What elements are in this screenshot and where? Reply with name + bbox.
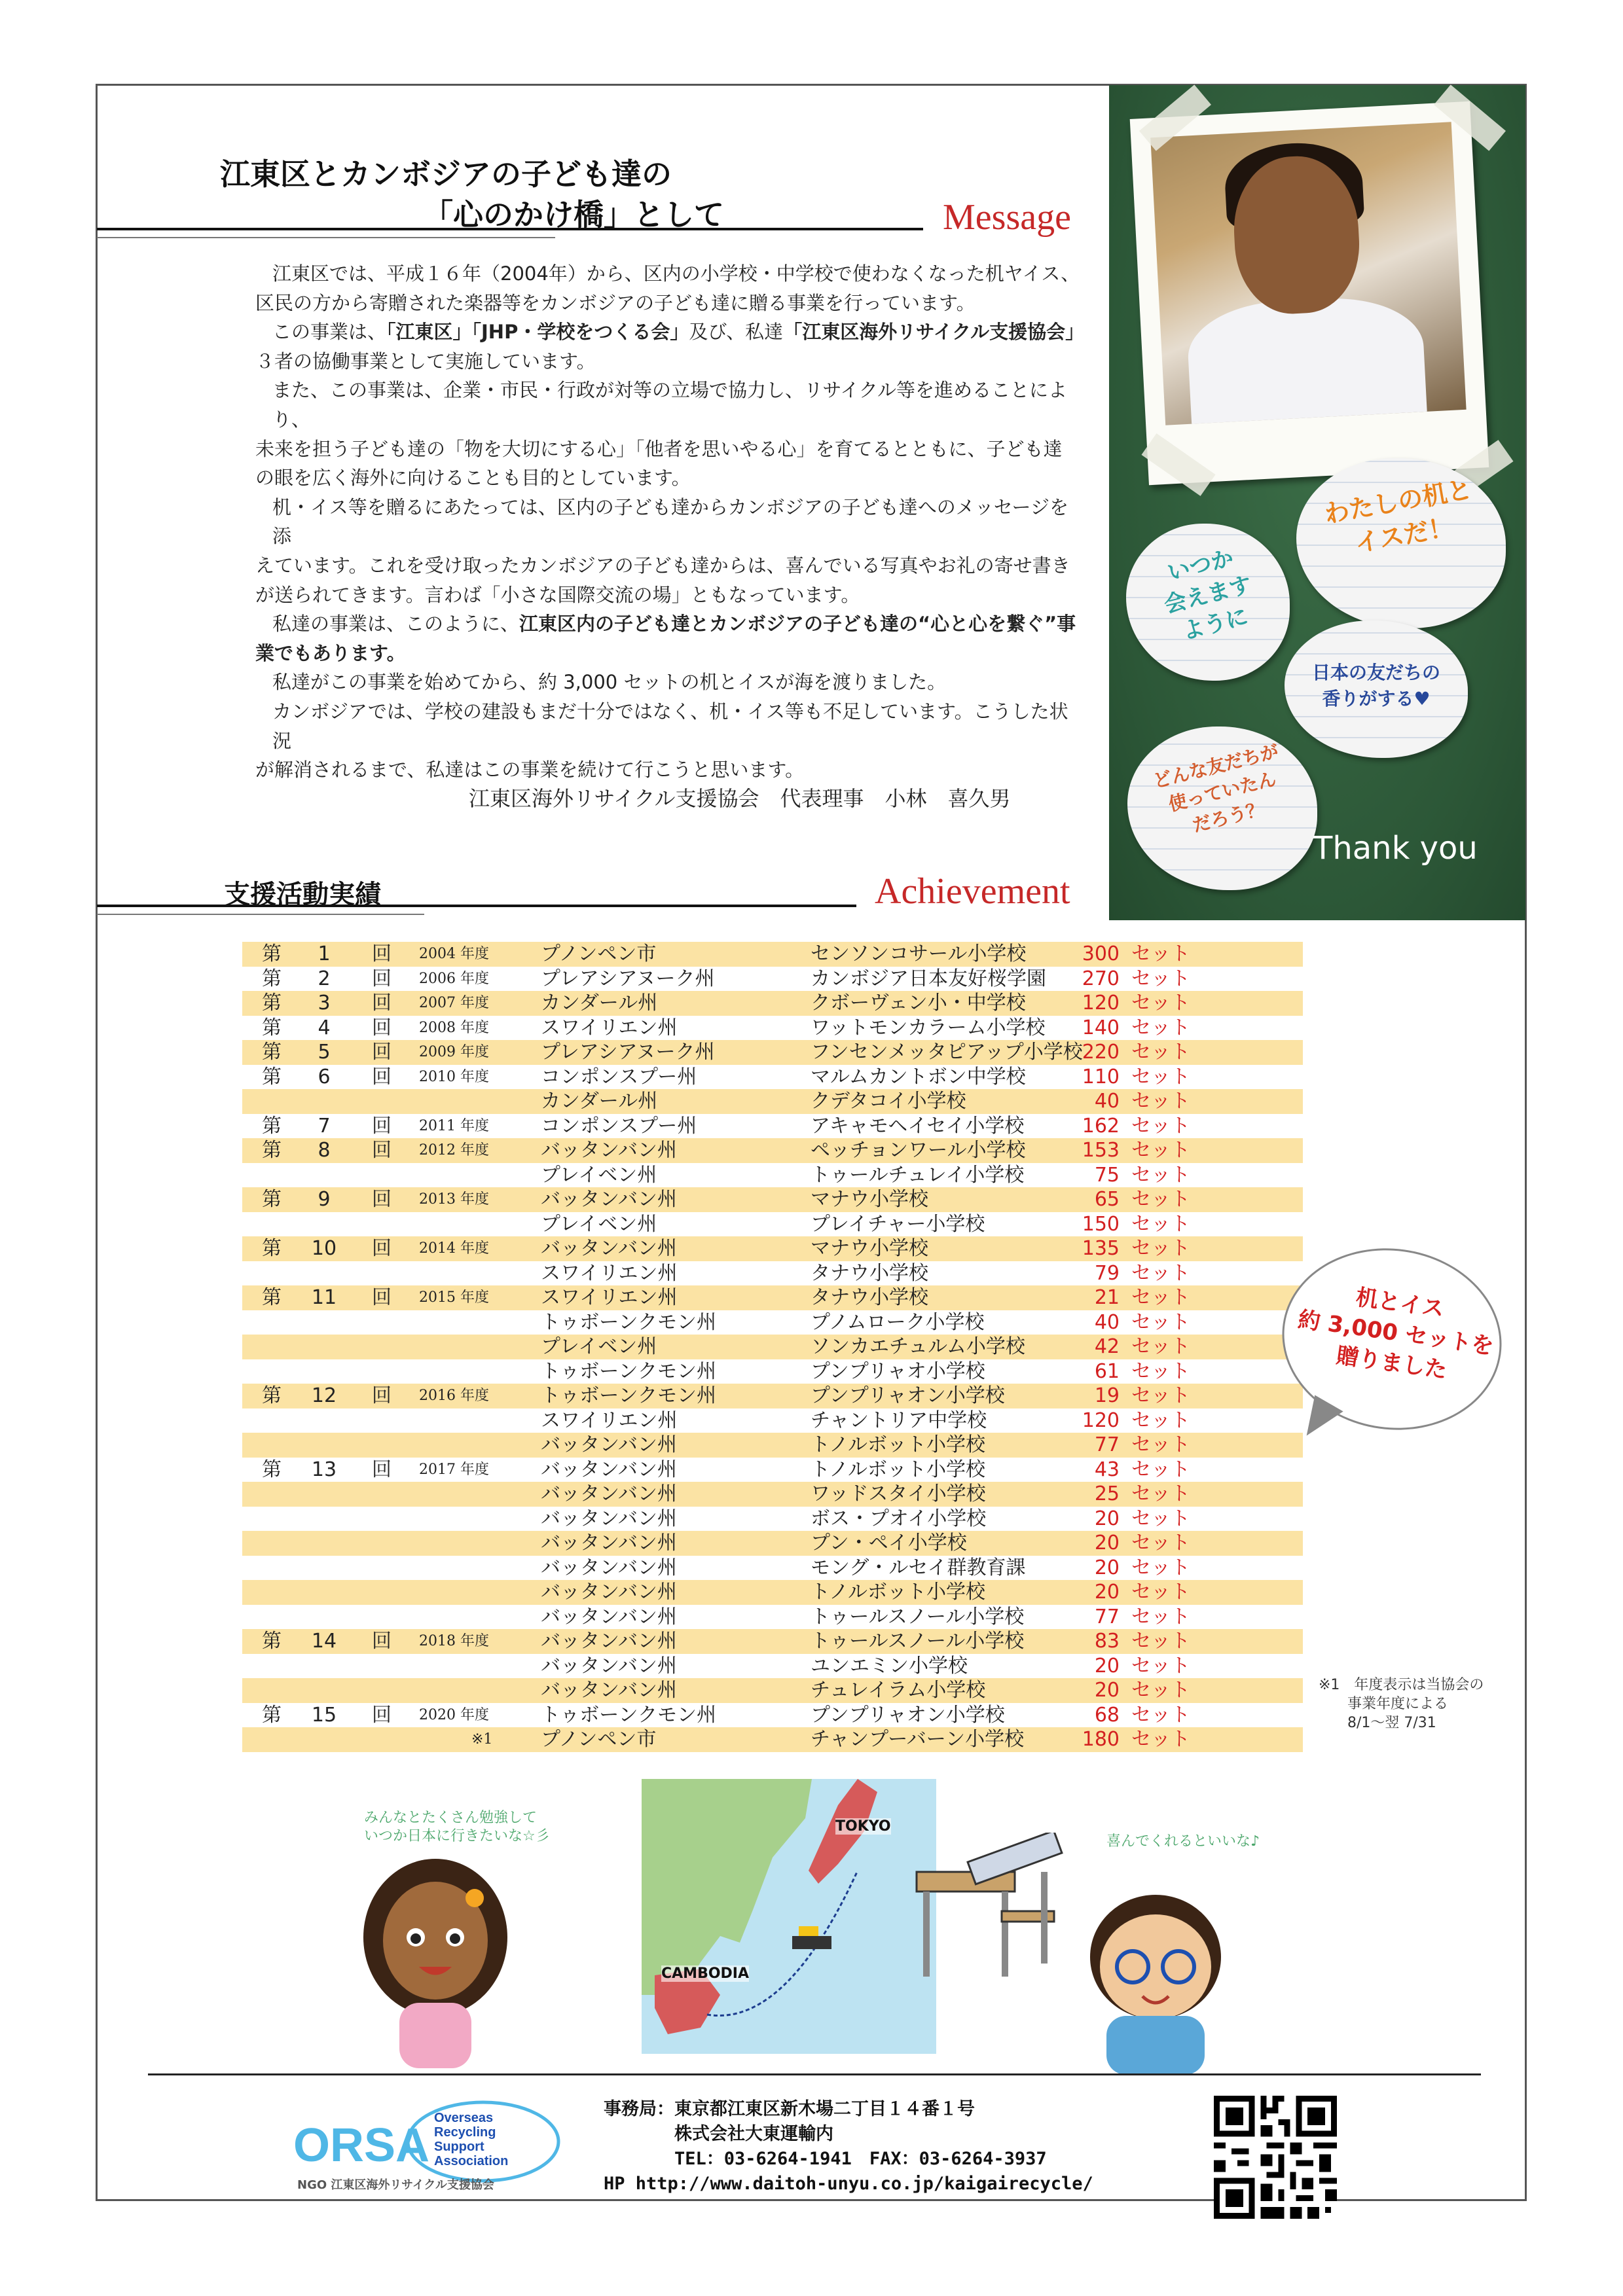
achievement-table xyxy=(242,942,1303,1752)
set-unit: セット xyxy=(1131,1041,1190,1064)
paragraph: 私達の事業は、このように、江東区内の子ども達とカンボジアの子ども達の“心と心を繋ぐ”事 xyxy=(272,613,1076,636)
set-count: 68 xyxy=(1094,1703,1120,1727)
fiscal-year: 2016 年度 xyxy=(419,1388,489,1404)
set-count: 43 xyxy=(1094,1458,1120,1481)
fiscal-year: 2008 年度 xyxy=(419,1019,489,1036)
set-count: 150 xyxy=(1082,1212,1120,1236)
set-count: 110 xyxy=(1082,1065,1120,1088)
school: センソンコサール小学校 xyxy=(811,942,1027,965)
set-unit: セット xyxy=(1131,1359,1190,1383)
set-unit: セット xyxy=(1131,992,1190,1014)
table-row: 第 3 回 2007 年度 カンダール州 クボーヴェン小・中学校 120 セット xyxy=(242,991,1303,1016)
province: バッタンバン州 xyxy=(541,1507,677,1530)
paragraph: また、この事業は、企業・市民・行政が対等の立場で協力し、リサイクル等を進めることにより、 xyxy=(272,379,1067,431)
set-unit: セット xyxy=(1131,1679,1190,1702)
table-row xyxy=(242,1212,1303,1237)
province: バッタンバン州 xyxy=(541,1581,677,1604)
table-row: 第 14 回 2018 年度 バッタンバン州 トゥールスノール小学校 83 セット xyxy=(242,1629,1303,1654)
contact-company: 株式会社大東運輸内 xyxy=(604,2124,833,2144)
fiscal-year: 2009 年度 xyxy=(419,1044,489,1060)
divider xyxy=(97,237,555,238)
message-cloud-4: どんな友だちが 使っていたん だろう？ xyxy=(1127,726,1317,890)
province: カンダール州 xyxy=(541,992,658,1014)
table-row: 第 11 回 2015 年度 スワイリエン州 タナウ小学校 21 セット xyxy=(242,1285,1303,1310)
set-unit: セット xyxy=(1131,1261,1190,1285)
map-label-cambodia: CAMBODIA xyxy=(661,1965,750,1982)
table-row xyxy=(242,1408,1303,1433)
contact-address: 事務局：東京都江東区新木場二丁目１４番１号 xyxy=(604,2099,975,2119)
set-unit: セット xyxy=(1131,1433,1190,1456)
province: バッタンバン州 xyxy=(541,1482,677,1505)
table-row xyxy=(242,1507,1303,1532)
fiscal-year: 2007 年度 xyxy=(419,995,489,1011)
table-row: 第 7 回 2011 年度 コンポンスプー州 アキャモヘイセイ小学校 162 セット xyxy=(262,1114,1190,1138)
set-unit: セット xyxy=(1131,1114,1190,1138)
fiscal-year: 2020 年度 xyxy=(419,1706,489,1723)
set-unit: セット xyxy=(1131,1507,1190,1530)
school: ワットモンカラーム小学校 xyxy=(811,1016,1046,1039)
set-unit: セット xyxy=(1131,1065,1190,1088)
school: ソンカエチュルム小学校 xyxy=(811,1335,1025,1358)
set-count: 120 xyxy=(1082,992,1120,1014)
set-count: 61 xyxy=(1094,1359,1120,1383)
set-unit: セット xyxy=(1131,1482,1190,1505)
province: バッタンバン州 xyxy=(541,1654,677,1677)
set-count: 77 xyxy=(1094,1605,1120,1628)
message-label: Message xyxy=(943,197,1071,238)
school: トゥールスノール小学校 xyxy=(811,1605,1025,1628)
fiscal-year: 2006 年度 xyxy=(419,970,489,987)
logo-text: ORSA xyxy=(293,2119,430,2172)
table-row xyxy=(242,1310,1303,1335)
province: トゥボーンクモン州 xyxy=(541,1384,717,1407)
set-count: 19 xyxy=(1094,1384,1120,1407)
set-unit: セット xyxy=(1131,1630,1190,1653)
school: トノルボット小学校 xyxy=(811,1581,985,1604)
fiscal-year: 2015 年度 xyxy=(419,1289,489,1306)
boy-speech: 喜んでくれるといいな♪ xyxy=(1106,1833,1260,1850)
province: バッタンバン州 xyxy=(541,1237,677,1260)
table-row xyxy=(242,1727,1303,1752)
fiscal-year: 2010 年度 xyxy=(419,1068,489,1085)
table-row xyxy=(242,1678,1303,1703)
message-body xyxy=(255,259,1087,785)
school: クボーヴェン小・中学校 xyxy=(811,992,1026,1014)
page-title-line2: 「心のかけ橋」として xyxy=(423,197,724,232)
table-row: 第 2 回 2006 年度 プレアシアヌーク州 カンボジア日本友好桜学園 270 セット xyxy=(262,967,1190,990)
set-unit: セット xyxy=(1131,1581,1190,1604)
fiscal-year: 2014 年度 xyxy=(419,1240,489,1257)
table-row xyxy=(242,1580,1303,1605)
school: トゥールチュレイ小学校 xyxy=(811,1163,1025,1187)
table-row xyxy=(242,1433,1303,1458)
table-row xyxy=(242,1482,1303,1507)
table-row xyxy=(242,1163,1303,1188)
total-sets-text: 机とイス 約 3,000 セットを 贈りました xyxy=(1296,1284,1495,1384)
school: プノムローク小学校 xyxy=(811,1310,985,1334)
set-unit: セット xyxy=(1131,1310,1190,1334)
girl-speech: みんなとたくさん勉強して いつか日本に行きたいな☆彡 xyxy=(364,1810,550,1844)
school: マナウ小学校 xyxy=(811,1237,928,1260)
set-count: 270 xyxy=(1082,967,1120,990)
province: プレイベン州 xyxy=(541,1212,657,1236)
divider xyxy=(97,914,424,915)
svg-text:Recycling: Recycling xyxy=(434,2125,496,2140)
school: ユンエミン小学校 xyxy=(811,1654,968,1677)
school: プンプリャオン小学校 xyxy=(811,1703,1005,1727)
signature: 江東区海外リサイクル支援協会 代表理事 小林 喜久男 xyxy=(469,786,1011,811)
set-count: 180 xyxy=(1082,1728,1120,1751)
set-unit: セット xyxy=(1131,1237,1190,1260)
set-count: 135 xyxy=(1082,1237,1120,1260)
set-unit: セット xyxy=(1131,942,1190,965)
paragraph: が解消されるまで、私達はこの事業を続けて行こうと思います。 xyxy=(255,759,805,781)
table-row xyxy=(242,1556,1303,1581)
province: プノンペン市 xyxy=(541,942,657,965)
fiscal-year: 2011 年度 xyxy=(419,1117,489,1134)
fiscal-year: 2004 年度 xyxy=(419,946,489,962)
thank-you-text: Thank you xyxy=(1313,830,1478,867)
province: トゥボーンクモン州 xyxy=(541,1359,717,1383)
province: バッタンバン州 xyxy=(541,1433,677,1456)
province: トゥボーンクモン州 xyxy=(541,1310,717,1334)
province: バッタンバン州 xyxy=(541,1679,677,1702)
school: トノルボット小学校 xyxy=(811,1458,985,1481)
school: タナウ小学校 xyxy=(811,1286,928,1309)
message-cloud-3: 日本の友だちの 香りがする♥ xyxy=(1285,620,1468,758)
qr-code xyxy=(1214,2096,1337,2219)
set-count: 75 xyxy=(1094,1163,1120,1187)
boy-illustration xyxy=(1074,1878,1237,2075)
set-unit: セット xyxy=(1131,1139,1190,1162)
paragraph: ３者の協働事業として実施しています。 xyxy=(255,350,596,372)
school: ペッチョンワール小学校 xyxy=(811,1139,1026,1162)
set-unit: セット xyxy=(1131,1728,1190,1751)
fiscal-year: 2012 年度 xyxy=(419,1142,489,1158)
province: カンダール州 xyxy=(541,1090,658,1113)
table-row xyxy=(242,1605,1303,1630)
set-count: 79 xyxy=(1094,1261,1120,1285)
set-unit: セット xyxy=(1131,1384,1190,1407)
school: プン・ペイ小学校 xyxy=(811,1532,967,1554)
set-unit: セット xyxy=(1131,1286,1190,1309)
paragraph: この事業は、「江東区」「JHP・学校をつくる会」及び、私達「江東区海外リサイクル支援協会」 xyxy=(272,321,1085,344)
child-photo xyxy=(1130,101,1489,485)
set-count: 20 xyxy=(1094,1679,1120,1702)
table-row: 第 13 回 2017 年度 バッタンバン州 トノルボット小学校 43 セット xyxy=(262,1458,1190,1481)
paragraph: 私達がこの事業を始めてから、約 3,000 セットの机とイスが海を渡りました。 xyxy=(272,671,947,694)
set-unit: セット xyxy=(1131,967,1190,990)
province: コンポンスプー州 xyxy=(541,1114,697,1138)
set-unit: セット xyxy=(1131,1654,1190,1677)
school: ワッドスタイ小学校 xyxy=(811,1482,986,1505)
fiscal-year: 2018 年度 xyxy=(419,1633,489,1649)
table-row xyxy=(242,1261,1303,1286)
desk-chair-illustration xyxy=(903,1833,1074,2003)
route-map xyxy=(642,1779,936,2054)
set-count: 120 xyxy=(1082,1408,1120,1432)
map-label-tokyo: TOKYO xyxy=(835,1818,891,1835)
set-unit: セット xyxy=(1131,1335,1190,1358)
set-count: 220 xyxy=(1082,1041,1120,1064)
footer-divider xyxy=(148,2073,1481,2075)
school: マナウ小学校 xyxy=(811,1188,928,1211)
table-row: 第 15 回 2020 年度 トゥボーンクモン州 プンプリャオン小学校 68 セット xyxy=(262,1703,1190,1727)
set-unit: セット xyxy=(1131,1458,1190,1481)
set-count: 20 xyxy=(1094,1654,1120,1677)
set-count: 20 xyxy=(1094,1507,1120,1530)
set-count: 20 xyxy=(1094,1532,1120,1554)
school: マルムカントボン中学校 xyxy=(811,1065,1026,1088)
fiscal-year: 2013 年度 xyxy=(419,1191,489,1208)
set-count: 153 xyxy=(1082,1139,1120,1162)
set-unit: セット xyxy=(1131,1016,1190,1039)
paragraph: 江東区では、平成１６年（2004年）から、区内の小学校・中学校で使わなくなった机ヤイス、 xyxy=(272,262,1080,285)
set-count: 20 xyxy=(1094,1581,1120,1604)
school: チュレイラム小学校 xyxy=(811,1679,986,1702)
set-count: 162 xyxy=(1082,1114,1120,1138)
province: バッタンバン州 xyxy=(541,1630,677,1653)
contact-website[interactable]: HP http://www.daitoh-unyu.co.jp/kaigairecycle/ xyxy=(604,2174,1093,2194)
province: コンポンスプー州 xyxy=(541,1065,697,1088)
school: ボス・プオイ小学校 xyxy=(811,1507,987,1530)
paragraph: の眼を広く海外に向けることも目的としています。 xyxy=(255,467,691,490)
set-count: 77 xyxy=(1094,1433,1120,1456)
table-row xyxy=(242,1654,1303,1679)
school: プンプリャオン小学校 xyxy=(811,1384,1005,1407)
set-count: 42 xyxy=(1094,1335,1120,1358)
table-row: 第 1 回 2004 年度 プノンペン市 センソンコサール小学校 300 セット xyxy=(242,942,1303,967)
paragraph: カンボジアでは、学校の建設もまだ十分ではなく、机・イス等も不足しています。こうした状況 xyxy=(272,700,1068,752)
school: カンボジア日本友好桜学園 xyxy=(811,967,1046,990)
table-row xyxy=(242,1335,1303,1359)
table-row: 第 8 回 2012 年度 バッタンバン州 ペッチョンワール小学校 153 セット xyxy=(242,1138,1303,1163)
girl-illustration xyxy=(354,1852,517,2068)
set-count: 40 xyxy=(1094,1090,1120,1113)
paragraph: 区民の方から寄贈された楽器等をカンボジアの子ども達に贈る事業を行っています。 xyxy=(255,291,976,314)
page-title-line1: 江東区とカンボジアの子ども達の xyxy=(220,156,672,192)
message-cloud-1: わたしの机と イスだ！ xyxy=(1296,458,1506,628)
footnote: ※1 年度表示は当協会の 事業年度による 8/1～翌 7/31 xyxy=(1319,1677,1484,1731)
province: プレイベン州 xyxy=(541,1335,657,1358)
set-unit: セット xyxy=(1131,1532,1190,1554)
school: トゥールスノール小学校 xyxy=(811,1630,1025,1653)
province: バッタンバン州 xyxy=(541,1605,677,1628)
set-unit: セット xyxy=(1131,1408,1190,1432)
set-unit: セット xyxy=(1131,1556,1190,1579)
set-count: 65 xyxy=(1094,1188,1120,1211)
table-row: 第 6 回 2010 年度 コンポンスプー州 マルムカントボン中学校 110 セット xyxy=(262,1065,1190,1088)
paragraph: 机・イス等を贈るにあたっては、区内の子ども達からカンボジアの子ども達へのメッセージを添 xyxy=(272,495,1068,548)
school: タナウ小学校 xyxy=(811,1261,928,1285)
school: プレイチャー小学校 xyxy=(811,1212,985,1236)
province: バッタンバン州 xyxy=(541,1458,677,1481)
paragraph: が送られてきます。言わば「小さな国際交流の場」ともなっています。 xyxy=(255,583,860,606)
province: バッタンバン州 xyxy=(541,1139,677,1162)
table-row xyxy=(242,1359,1303,1384)
set-unit: セット xyxy=(1131,1188,1190,1211)
achievement-title: 支援活動実績 xyxy=(224,880,381,910)
photo-image xyxy=(1150,122,1466,425)
set-unit: セット xyxy=(1131,1090,1190,1113)
province: プノンペン市 xyxy=(541,1728,657,1751)
province: プレアシアヌーク州 xyxy=(541,967,715,990)
table-row xyxy=(242,1089,1303,1114)
table-row xyxy=(242,1531,1303,1556)
province: プレアシアヌーク州 xyxy=(541,1041,715,1064)
set-count: 40 xyxy=(1094,1310,1120,1334)
set-count: 300 xyxy=(1082,942,1120,965)
school: トノルボット小学校 xyxy=(811,1433,985,1456)
set-count: 20 xyxy=(1094,1556,1120,1579)
set-unit: セット xyxy=(1131,1605,1190,1628)
table-row: 第 12 回 2016 年度 トゥボーンクモン州 プンプリャオン小学校 19 セット xyxy=(242,1384,1303,1408)
province: バッタンバン州 xyxy=(541,1188,677,1211)
paragraph: 未来を担う子ども達の「物を大切にする心」「他者を思いやる心」を育てるとともに、子ども達 xyxy=(255,437,1063,460)
set-count: 25 xyxy=(1094,1482,1120,1505)
fiscal-year: 2017 年度 xyxy=(419,1461,489,1478)
school: モング・ルセイ群教育課 xyxy=(811,1556,1026,1579)
province: スワイリエン州 xyxy=(541,1286,678,1309)
school: アキャモヘイセイ小学校 xyxy=(811,1114,1025,1138)
set-count: 21 xyxy=(1094,1286,1120,1309)
school: チャントリア中学校 xyxy=(811,1408,987,1432)
set-unit: セット xyxy=(1131,1703,1190,1727)
province: スワイリエン州 xyxy=(541,1408,678,1432)
svg-text:Association: Association xyxy=(434,2154,509,2168)
school: チャンプーバーン小学校 xyxy=(811,1728,1025,1751)
map-shapes xyxy=(642,1779,936,2054)
svg-text:Overseas: Overseas xyxy=(434,2111,494,2125)
set-count: 140 xyxy=(1082,1016,1120,1039)
set-count: 83 xyxy=(1094,1630,1120,1653)
set-unit: セット xyxy=(1131,1163,1190,1187)
school: クデタコイ小学校 xyxy=(811,1090,966,1113)
divider xyxy=(97,228,923,230)
table-row: 第 10 回 2014 年度 バッタンバン州 マナウ小学校 135 セット xyxy=(242,1236,1303,1261)
achievement-label: Achievement xyxy=(875,871,1070,912)
svg-text:Support: Support xyxy=(434,2140,484,2154)
contact-phone: TEL：03-6264-1941 FAX：03-6264-3937 xyxy=(604,2149,1047,2169)
photo-shirt xyxy=(1186,294,1428,425)
divider xyxy=(97,905,856,907)
province: バッタンバン州 xyxy=(541,1532,677,1554)
paragraph: 業でもあります。 xyxy=(255,641,406,664)
table-row: 第 4 回 2008 年度 スワイリエン州 ワットモンカラーム小学校 140 セット xyxy=(262,1016,1190,1039)
province: トゥボーンクモン州 xyxy=(541,1703,717,1727)
set-unit: セット xyxy=(1131,1212,1190,1236)
province: スワイリエン州 xyxy=(541,1261,678,1285)
province: プレイベン州 xyxy=(541,1163,657,1187)
province: スワイリエン州 xyxy=(541,1016,678,1039)
logo-subtitle: NGO 江東区海外リサイクル支援協会 xyxy=(297,2178,494,2192)
school: プンプリャオ小学校 xyxy=(811,1359,985,1383)
message-cloud-2: いつか 会えます ように xyxy=(1126,524,1290,681)
province: バッタンバン州 xyxy=(541,1556,677,1579)
paragraph: えています。これを受け取ったカンボジアの子ども達からは、喜んでいる写真やお礼の寄せ書き xyxy=(255,554,1070,577)
contact-info xyxy=(604,2097,1093,2197)
table-row: 第 9 回 2013 年度 バッタンバン州 マナウ小学校 65 セット xyxy=(242,1187,1303,1212)
note-mark: ※1 xyxy=(471,1731,493,1748)
school: フンセンメッタピアップ小学校 xyxy=(811,1041,1083,1064)
table-row: 第 5 回 2009 年度 プレアシアヌーク州 フンセンメッタピアップ小学校 220 セット xyxy=(242,1040,1303,1065)
